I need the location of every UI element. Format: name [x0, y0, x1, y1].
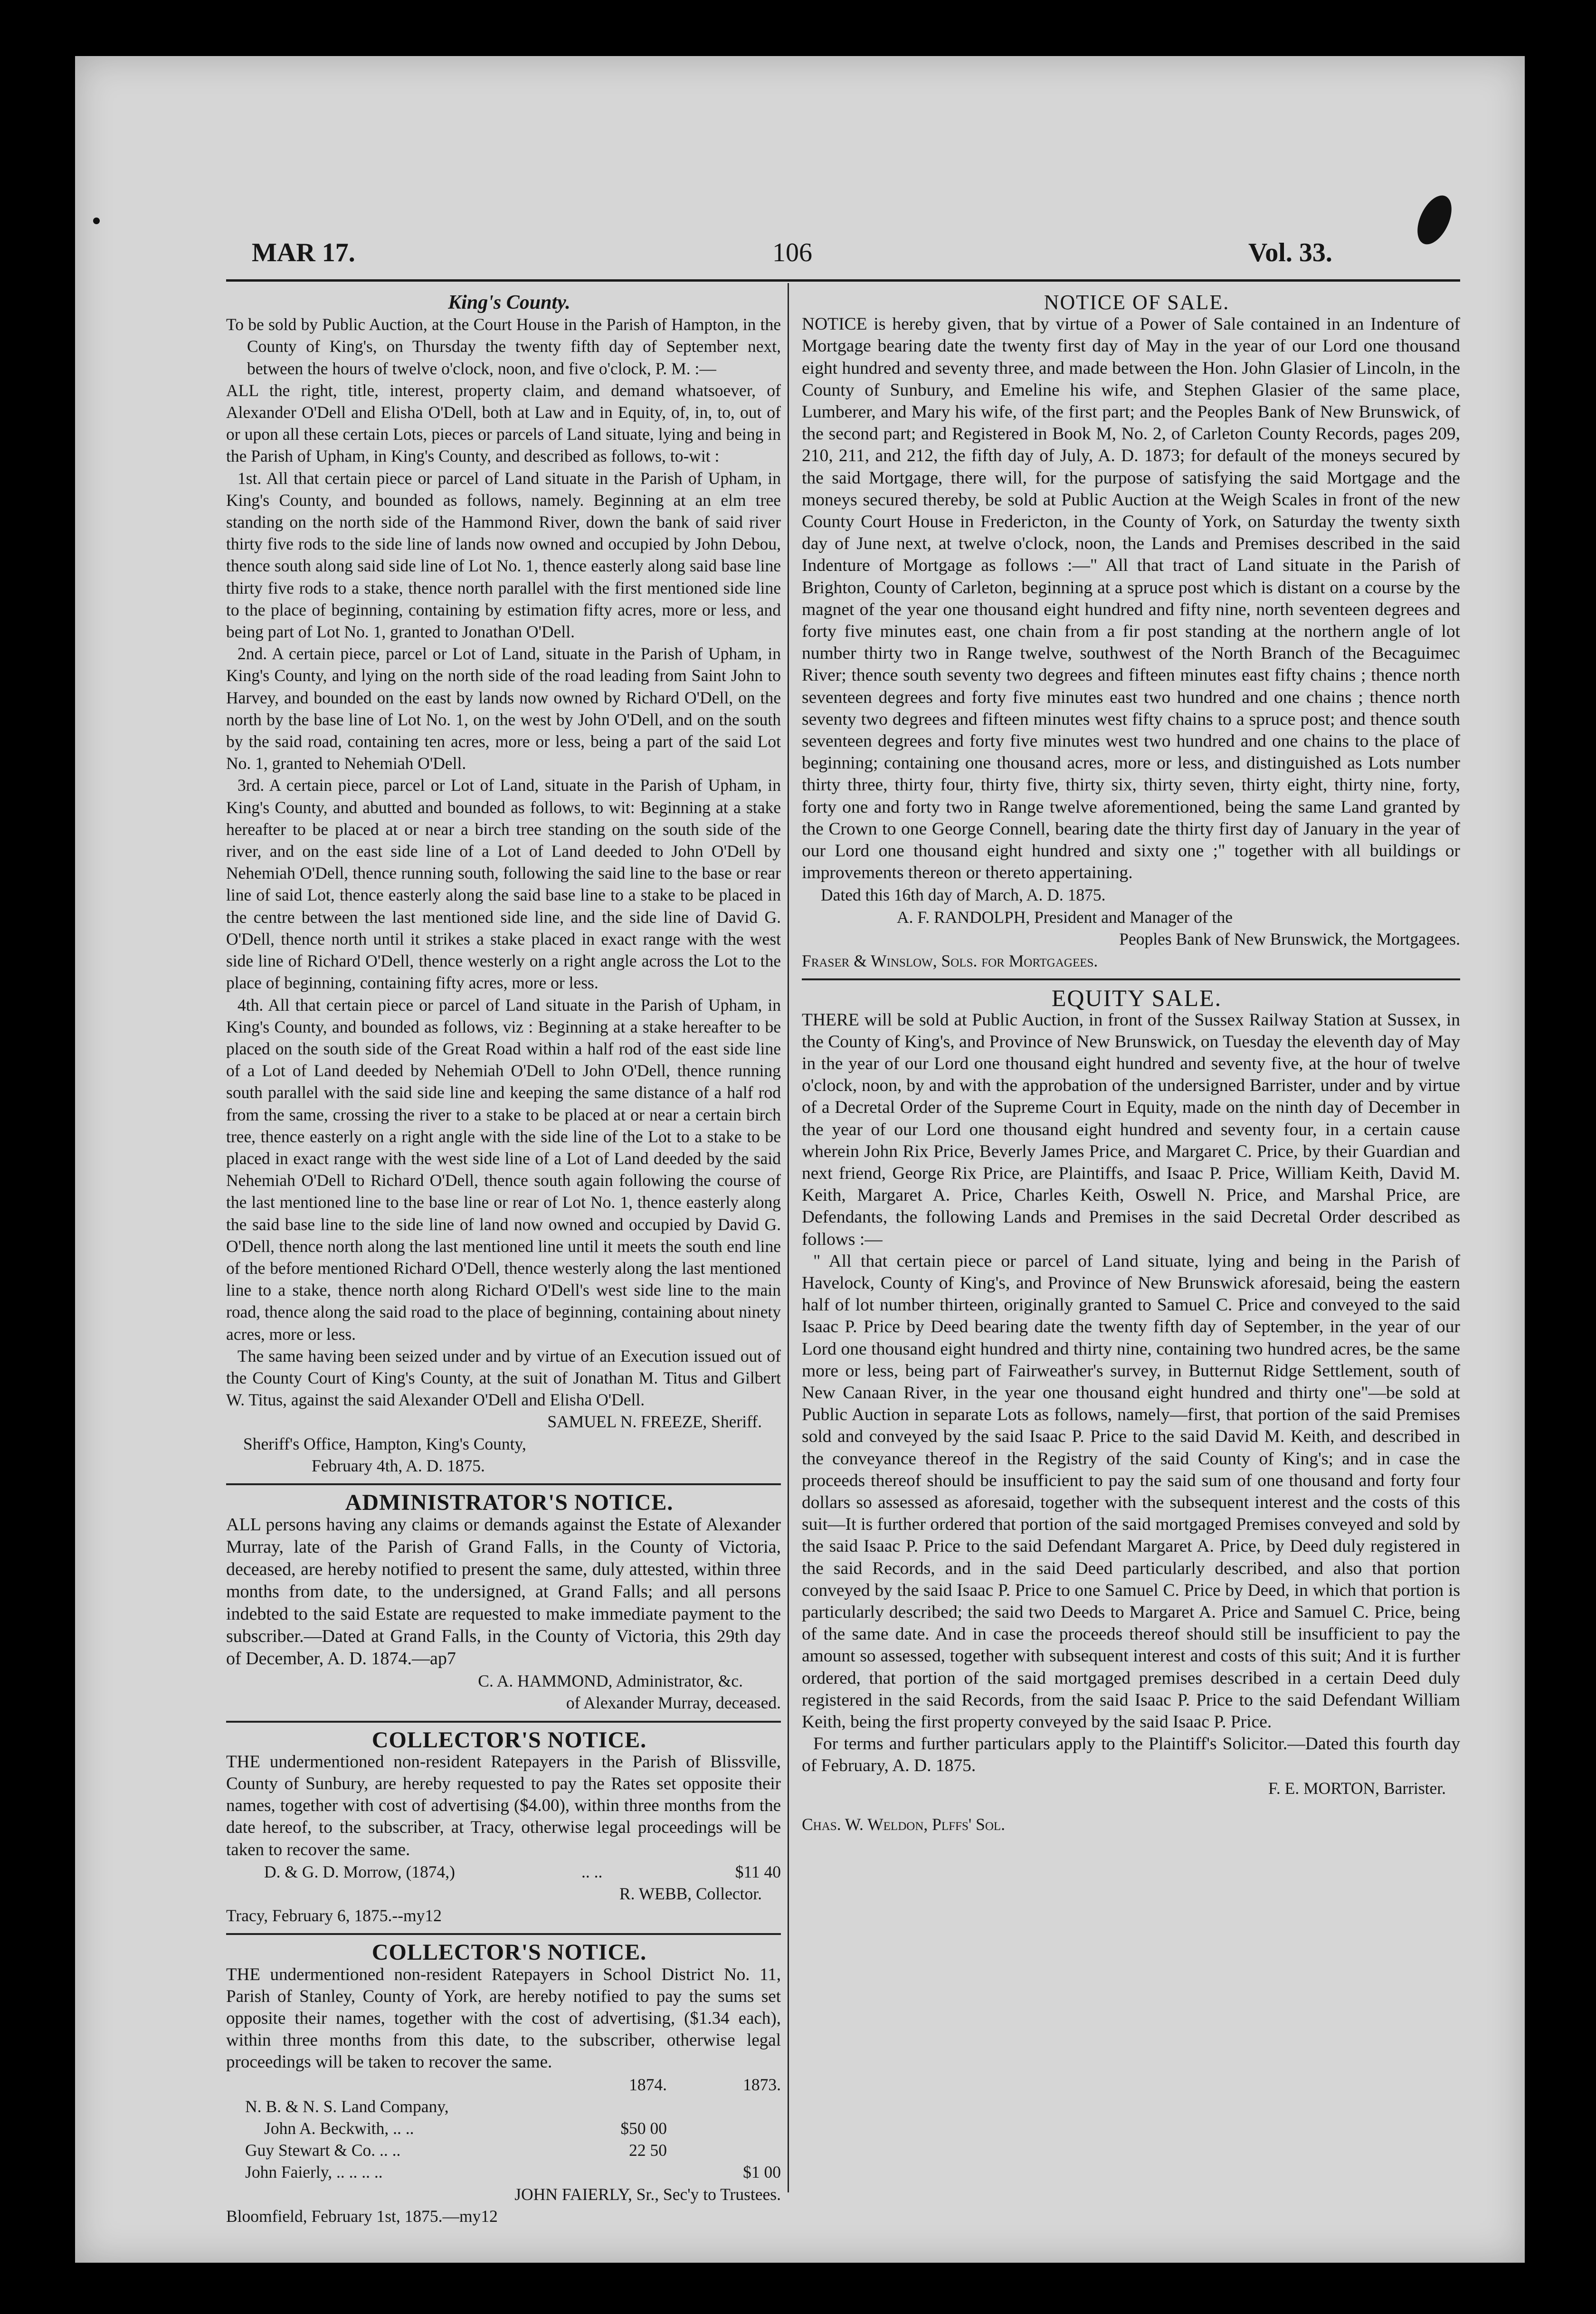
notice-of-sale-body: NOTICE is hereby given, that by virtue of a Power of Sale contained in an Indenture of Mortgage bearing date the twenty first day of May in the year of our Lord one thousand eight hundred and seventy three, and made between the Hon. John Glasier of Lincoln, in the County of Sunbury, and Emeline his wife, and Stephen Glasier of the same place, Lumberer, and Mary his wife, of the first part; and the Peoples Bank of New Brunswick, of the second part; and Registered in Book M, No. 2, of Carleton County Records, pages 209, 210, 211, and 212, the fifth day of July, A. D. 1873; for default of the moneys secured by the said Mortgage, there will, for the purpose of satisfying the said Mortgage and the moneys secured thereby, be sold at Public Auction at the Weigh Scales in front of the new County Court House in Fredericton, in the County of York, on Saturday the twenty sixth day of June next, at twelve o'clock, noon, the Lands and Premises described in the said Indenture of Mortgage as follows :—" All that tract of Land situate in the Parish of Brighton, County of Carleton, beginning at a spruce post which is distant on a course by the magnet of the year one thousand eight hundred and fifty nine, north seventeen degrees and forty five minutes east, one chain from a fir post standing at the northern angle of lot number thirty two in Range twelve, southwest of the North Branch of the Becaguimec River; thence south seventy two degrees and fifteen minutes east fifty chains ; thence north seventeen degrees and forty five minutes east two hundred and one chains ; thence north seventy two degrees and fifteen minutes west fifty chains to a spruce post; and thence south seventeen degrees and forty five minutes west two hundred and one chains to the place of beginning; containing one thousand acres, more or less, and distinguished as Lots number thirty three, thirty four, thirty five, thirty six, thirty seven, thirty eight, thirty nine, forty, forty one and forty two in Range twelve aforementioned, being the same Land granted by the Crown to one George Connell, bearing date the thirty first day of January in the year of our Lord one thousand eight hundred and sixty one ;" together with all buildings or improvements thereon or thereto appertaining.: [802, 314, 1460, 883]
kings-para-1: ALL the right, title, interest, property claim, and demand whatsoever, of Alexander O'Dell and Elisha O'Dell, both at Law and in Equity, of, in, to, out of or upon all these certain Lots, pieces or parcels of Land situate, lying and being in the Parish of Upham, in King's County, and described as follows, to-wit :: [226, 380, 781, 466]
kings-para-4: 3rd. A certain piece, parcel or Lot of Land, situate in the Parish of Upham, in King's County, and abutted and bounded as follows, to wit: Beginning at a stake hereafter to be placed at or near a birch tree standing on the south side of the river, and on the east side line of a Lot of Land deeded to John O'Dell by Nehemiah O'Dell, thence running south, following the said line to the base or rear line of said Lot, thence easterly along the said base line to a stake to be placed in the centre between the last mentioned side line, and the side line of David G. O'Dell, thence north until it strikes a stake placed in exact range with the west side line of Richard O'Dell, thence westerly on a right angle across the Lot to the place of beginning, containing fifty acres, more or less.: [226, 776, 781, 993]
ink-dot: [93, 218, 100, 224]
amount-1874: $50 00: [620, 2119, 667, 2138]
kings-para-2: 1st. All that certain piece or parcel of Land situate in the Parish of Upham, in King's County, and bounded as follows, namely. Beginning at an elm tree standing on the north side of the Hammond River, down the bank of said river thirty five rods to the side line of lands now owned and occupied by John Debou, thence south along said side line of Lot No. 1, thence easterly along said base line thirty five rods to a stake, thence north parallel with the first mentioned side line to the place of beginning, containing by estimation fifty acres, more or less, and being part of Lot No. 1, granted to Jonathan O'Dell.: [226, 468, 781, 642]
collector-signature: R. WEBB, Collector.: [619, 1884, 762, 1903]
separator: [226, 1721, 781, 1723]
admin-notice-title: ADMINISTRATOR'S NOTICE.: [345, 1489, 674, 1515]
randolph-signature-2: Peoples Bank of New Brunswick, the Mortgagees.: [1119, 929, 1460, 948]
issue-date: MAR 17.: [252, 238, 355, 267]
equity-sale-para-2: " All that certain piece or parcel of Land situate, lying and being in the Parish of Havelock, County of King's, and Province of New Brunswick aforesaid, being the eastern half of lot number thirteen, originally granted to Samuel C. Price and conveyed to the said Isaac P. Price by Deed bearing date the twenty fifth day of September, in the year of our Lord one thousand eight hundred and thirty nine, containing two hundred acres, be the same more or less, being part of Fairweather's survey, in Butternut Ridge Settlement, south of New Canaan River, in the year one thousand eight hundred and thirty one"—be sold at Public Auction in separate Lots as follows, namely—first, that portion of the said Premises sold and conveyed by the said Isaac P. Price to the said David M. Keith, and described in the conveyance thereof in the Registry of the said County of King's; and in case the proceeds thereof should be insufficient to pay the said sum of one thousand and forty four dollars so assessed as aforesaid, together with the subsequent interest and the costs of this suit—It is further ordered that portion of the said mortgaged Premises conveyed and sold by the said Isaac P. Price to the said Defendant Margaret A. Price, by Deed duly registered in the said Records, and in the said Deed particularly described, and also that portion conveyed by the said Isaac P. Price to one Samuel C. Price by Deed, in which that portion is particularly described; the said two Deeds to Margaret A. Price and Samuel C. Price, being of the same date. And in case the proceeds thereof should still be insufficient to pay the amount so assessed, together with subsequent interest and costs of this suit; And it is further ordered, that portion of the said mortgaged premises described in a certain Deed duly registered in the said Records, from the said Isaac P. Price to the said Defendant William Keith, being the first property conveyed by the said Isaac P. Price.: [802, 1251, 1460, 1732]
table-row: [226, 2139, 781, 2161]
ratepayer-name: Guy Stewart & Co. .. ..: [245, 2141, 401, 2160]
ratepayer-name: N. B. & N. S. Land Company,: [245, 2096, 449, 2116]
amount-1874: [586, 2161, 667, 2183]
sheriff-signature: SAMUEL N. FREEZE, Sheriff.: [547, 1412, 762, 1432]
column-rule: [788, 283, 789, 2192]
volume-number: Vol. 33.: [1248, 238, 1332, 267]
left-column: [226, 292, 781, 2227]
sheriff-office: Sheriff's Office, Hampton, King's County,: [243, 1434, 526, 1453]
equity-sale-para-1: THERE will be sold at Public Auction, in front of the Sussex Railway Station at Sussex, in the County of King's, and Province of New Brunswick, on Tuesday the eleventh day of May in the year of our Lord one thousand eight hundred and seventy five, at the hour of twelve o'clock, noon, by and with the approbation of the undersigned Barrister, under and by virtue of a Decretal Order of the Supreme Court in Equity, made on the ninth day of December in the year of our Lord one thousand eight hundred and seventy four, in a certain cause wherein John Rix Price, Beverly James Price, and Margaret C. Price, by their Guardian and next friend, George Rix Price, are Plaintiffs, and Isaac P. Price, William Keith, David M. Keith, Margaret A. Price, Charles Keith, Oswell N. Price, and Marshal Price, are Defendants, the following Lands and Premises in the said Decretal Order described as follows :—: [802, 1010, 1460, 1249]
amount-1873: [667, 2117, 781, 2139]
sheriff-office-date: February 4th, A. D. 1875.: [312, 1456, 485, 1475]
amount-1873: $1 00: [743, 2162, 781, 2182]
table-row: [226, 2096, 781, 2117]
amount-1873: [667, 2096, 781, 2117]
kings-county-title: King's County.: [448, 292, 570, 313]
column-1874: 1874.: [629, 2075, 667, 2094]
randolph-signature: A. F. RANDOLPH, President and Manager of the: [897, 907, 1233, 927]
page-number: 106: [772, 238, 812, 267]
leader-dots: .. ..: [581, 1862, 603, 1881]
kings-para-5: 4th. All that certain piece or parcel of Land situate in the Parish of Upham, in King's County, and bounded as follows, viz : Beginning at a stake hereafter to be placed on the south side of the Great Road within a half rod of the east side line of a Lot of Land deeded by Nehemiah O'Dell to John O'Dell, thence running south parallel with the said side line and keeping the same distance of a half rod from the same, crossing the river to a stake to be placed at or near a certain birch tree, thence easterly on a right angle with the side line of the Lot to a stake to be placed in exact range with the west side line of a Lot of Land deeded by the said Nehemiah O'Dell to Richard O'Dell, thence south again following the course of the last mentioned line to the base line or rear of Lot No. 1, thence easterly along the said base line to the side line of land now owned and occupied by David G. O'Dell, thence north along the last mentioned line until it meets the south end line of the before mentioned Richard O'Dell, thence westerly along the last mentioned line to a stake, thence north along Richard O'Dell's west side line to the main road, thence along the said road to the place of beginning, containing about ninety acres, more or less.: [226, 995, 781, 1344]
ratepayer-amount: $11 40: [735, 1862, 781, 1881]
notice-of-sale-dated: Dated this 16th day of March, A. D. 1875.: [821, 885, 1106, 905]
amount-1874: [586, 2096, 667, 2117]
collector-notice-1-title: COLLECTOR'S NOTICE.: [371, 1727, 647, 1753]
auction-intro: To be sold by Public Auction, at the Court House in the Parish of Hampton, in the County of King's, on Thursday the twenty fifth day of September next, between the hours of twelve o'clock, noon, and five o'clock, P. M. :—: [226, 315, 781, 378]
page-header: [75, 237, 1525, 290]
separator: [226, 1483, 781, 1485]
collector-notice-2-title: COLLECTOR'S NOTICE.: [371, 1940, 647, 1965]
ratepayer-name: John Faierly, .. .. .. ..: [245, 2162, 383, 2182]
column-1873: 1873.: [743, 2075, 781, 2094]
ratepayer-name: John A. Beckwith, .. ..: [264, 2119, 414, 2138]
table-header: [226, 2074, 781, 2096]
notice-of-sale-title: NOTICE OF SALE.: [1044, 291, 1230, 314]
table-row: [226, 2161, 781, 2183]
admin-notice-body: ALL persons having any claims or demands against the Estate of Alexander Murray, late of the Parish of Grand Falls, in the County of Victoria, deceased, are hereby notified to present the same, duly attested, within three months from date, to the undersigned, at Grand Falls; and all persons indebted to the said Estate are requested to make immediate payment to the subscriber.—Dated at Grand Falls, in the County of Victoria, this 29th day of December, A. D. 1874.—ap7: [226, 1515, 781, 1669]
equity-sale-para-3: For terms and further particulars apply to the Plaintiff's Solicitor.—Dated this fourth day of February, A. D. 1875.: [802, 1734, 1460, 1776]
header-rule: [226, 279, 1460, 282]
separator: [226, 1933, 781, 1935]
morton-signature: F. E. MORTON, Barrister.: [1268, 1778, 1446, 1798]
plaintiffs-solicitor: Chas. W. Weldon, Plffs' Sol.: [802, 1814, 1006, 1834]
trustee-signature: JOHN FAIERLY, Sr., Sec'y to Trustees.: [514, 2184, 781, 2204]
collector-dated: Tracy, February 6, 1875.--my12: [226, 1906, 442, 1925]
admin-signature: C. A. HAMMOND, Administrator, &c.: [478, 1671, 743, 1691]
solicitors: Fraser & Winslow, Sols. for Mortgagees.: [802, 951, 1098, 971]
kings-para-6: The same having been seized under and by virtue of an Execution issued out of the County Court of King's County, at the suit of Jonathan M. Titus and Gilbert W. Titus, against the said Alexander O'Dell and Elisha O'Dell.: [226, 1346, 781, 1410]
right-column: [802, 292, 1460, 1835]
collector-notice-1-body: THE undermentioned non-resident Ratepayers in the Parish of Blissville, County of Sunbury, are hereby requested to pay the Rates set opposite their names, together with cost of advertising ($4.00), within three months from the date hereof, to the subscriber, at Tracy, otherwise legal proceedings will be taken to recover the same.: [226, 1752, 781, 1859]
equity-sale-title: EQUITY SALE.: [1051, 985, 1222, 1012]
amount-1873: [667, 2139, 781, 2161]
amount-1874: 22 50: [629, 2141, 667, 2160]
ratepayer-name: D. & G. D. Morrow, (1874,): [264, 1862, 455, 1881]
trustee-dated: Bloomfield, February 1st, 1875.—my12: [226, 2206, 498, 2226]
table-row: [226, 2117, 781, 2139]
newspaper-page: [75, 56, 1525, 2263]
collector-notice-2-body: THE undermentioned non-resident Ratepayers in School District No. 11, Parish of Stanley, County of York, are hereby notified to pay the sums set opposite their names, together with the cost of advertising, ($1.34 each), within three months from this date, to the subscriber, otherwise legal proceedings will be taken to recover the same.: [226, 1964, 781, 2072]
ratepayer-row: [226, 1861, 781, 1883]
admin-signature-2: of Alexander Murray, deceased.: [566, 1693, 781, 1713]
kings-para-3: 2nd. A certain piece, parcel or Lot of Land, situate in the Parish of Upham, in King's County, and lying on the north side of the road leading from Saint John to Harvey, and bounded on the east by lands now owned by Richard O'Dell, on the north by the base line of Lot No. 1, on the west by John O'Dell, and on the south by the said road, containing ten acres, more or less, being a part of the said Lot No. 1, granted to Nehemiah O'Dell.: [226, 644, 781, 773]
separator: [802, 978, 1460, 980]
